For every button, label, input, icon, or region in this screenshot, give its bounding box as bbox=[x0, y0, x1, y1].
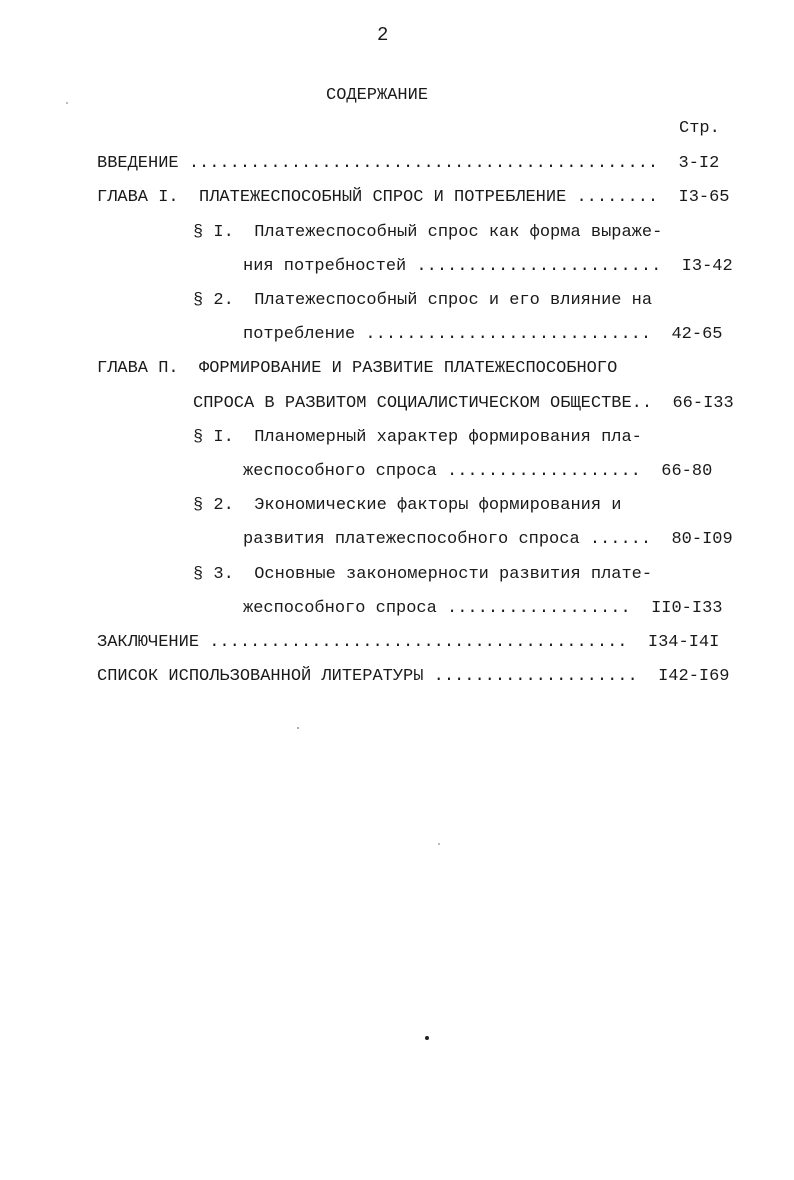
toc-entry-conclusion: ЗАКЛЮЧЕНИЕ ......................................... I34-I4I bbox=[97, 633, 720, 652]
toc-entry-ch1-sec1-line2: ния потребностей ........................ I3-42 bbox=[243, 257, 733, 276]
page-column-header: Стр. bbox=[679, 119, 720, 138]
scan-speck bbox=[297, 727, 299, 729]
toc-entry-ch2-sec3-line2: жеспособного спроса .................. II0-I33 bbox=[243, 599, 723, 618]
toc-entry-introduction: ВВЕДЕНИЕ .............................................. 3-I2 bbox=[97, 154, 720, 173]
toc-entry-bibliography: СПИСОК ИСПОЛЬЗОВАННОЙ ЛИТЕРАТУРЫ .................... I42-I69 bbox=[97, 667, 730, 686]
toc-entry-chapter-1: ГЛАВА I. ПЛАТЕЖЕСПОСОБНЫЙ СПРОС И ПОТРЕБЛЕНИЕ ........ I3-65 bbox=[97, 188, 730, 207]
toc-entry-ch2-sec1-line1: § I. Планомерный характер формирования пла- bbox=[193, 428, 642, 447]
page-number: 2 bbox=[377, 24, 389, 46]
toc-entry-ch1-sec2-line1: § 2. Платежеспособный спрос и его влияние на bbox=[193, 291, 653, 310]
page-title: СОДЕРЖАНИЕ bbox=[326, 86, 429, 105]
toc-entry-ch2-sec2-line1: § 2. Экономические факторы формирования и bbox=[193, 496, 622, 515]
toc-entry-chapter-2-line2: СПРОСА В РАЗВИТОМ СОЦИАЛИСТИЧЕСКОМ ОБЩЕСТВЕ.. 66-I33 bbox=[193, 394, 734, 413]
toc-entry-ch2-sec1-line2: жеспособного спроса ................... 66-80 bbox=[243, 462, 713, 481]
toc-entry-ch2-sec2-line2: развития платежеспособного спроса ...... 80-I09 bbox=[243, 530, 733, 549]
scan-speck bbox=[66, 102, 68, 104]
toc-entry-ch1-sec2-line2: потребление ............................ 42-65 bbox=[243, 325, 723, 344]
scan-speck bbox=[425, 1036, 429, 1040]
toc-entry-chapter-2-line1: ГЛАВА П. ФОРМИРОВАНИЕ И РАЗВИТИЕ ПЛАТЕЖЕСПОСОБНОГО bbox=[97, 359, 618, 378]
toc-entry-ch2-sec3-line1: § 3. Основные закономерности развития плате- bbox=[193, 565, 653, 584]
toc-entry-ch1-sec1-line1: § I. Платежеспособный спрос как форма выраже- bbox=[193, 223, 663, 242]
scan-speck bbox=[438, 843, 440, 845]
